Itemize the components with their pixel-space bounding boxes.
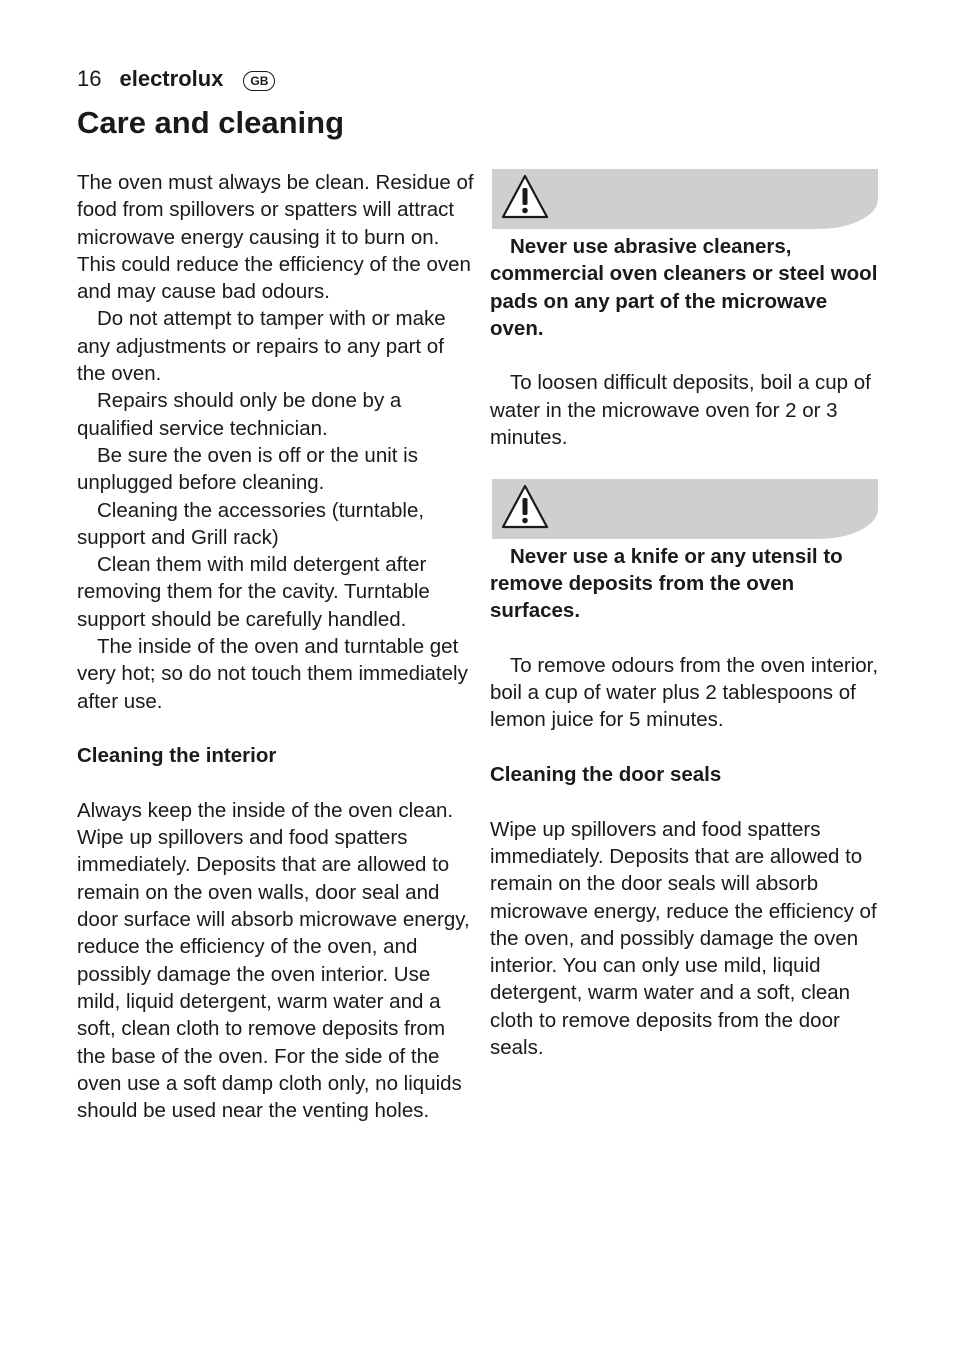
warning-text-2: Never use a knife or any utensil to remove deposits from the oven surfaces.	[490, 544, 843, 623]
paragraph-hot: The inside of the oven and turntable get very hot; so do not touch them immediately after use.	[77, 635, 468, 713]
page-header	[77, 64, 275, 94]
language-badge: GB	[243, 71, 275, 91]
page-title: Care and cleaning	[77, 105, 345, 140]
warning-banner-2	[492, 479, 878, 539]
tip-remove-odours: To remove odours from the oven interior, boil a cup of water plus 2 tablespoons of lemon juice for 5 minutes.	[490, 653, 879, 732]
left-column	[77, 169, 477, 1124]
paragraph-repairs: Repairs should only be done by a qualified service technician.	[77, 389, 402, 440]
paragraph-unplug: Be sure the oven is off or the unit is unplugged before cleaning.	[77, 443, 418, 495]
intro-paragraph: The oven must always be clean. Residue of food from spillovers or spatters will attract microwave energy causing it to burn on. This could reduce the efficiency of the oven and may cause bad odours.	[77, 171, 474, 304]
paragraph-tamper: Do not attempt to tamper with or make any adjustments or repairs to any part of the oven.	[77, 307, 446, 386]
page-number: 16	[77, 66, 102, 91]
warning-banner-1	[492, 169, 878, 229]
interior-heading: Cleaning the interior	[77, 744, 277, 768]
interior-paragraph: Always keep the inside of the oven clean. Wipe up spillovers and food spatters immediately. Deposits that are allowed to remain on the oven walls, door seal and door surface will absorb microwave energy, reduce the efficiency of the oven, and possibly damage the oven interior. Use mild, liquid detergent, warm water and a soft, clean cloth to remove deposits from the base of the oven. For the side of the oven use a soft damp cloth only, no liquids should be used near the venting holes.	[77, 798, 470, 1123]
warning-triangle-icon	[500, 483, 550, 531]
warning-text-1: Never use abrasive cleaners, commercial oven cleaners or steel wool pads on any part of the microwave oven.	[490, 235, 878, 340]
paragraph-detergent: Clean them with mild detergent after removing them for the cavity. Turntable support should be carefully handled.	[77, 553, 430, 631]
right-column	[490, 169, 880, 1061]
door-seals-heading: Cleaning the door seals	[490, 763, 722, 787]
warning-triangle-icon	[500, 173, 550, 221]
door-seals-paragraph: Wipe up spillovers and food spatters immediately. Deposits that are allowed to remain on the door seals will absorb microwave energy, reduce the efficiency of the oven, and possibly damage the oven interior. You can only use mild, liquid detergent, warm water and a soft, clean cloth to remove deposits from the door seals.	[490, 817, 877, 1060]
tip-loosen-deposits: To loosen difficult deposits, boil a cup of water in the microwave oven for 2 or 3 minutes.	[490, 371, 871, 450]
brand-logo: electrolux	[119, 66, 224, 91]
paragraph-accessories: Cleaning the accessories (turntable, support and Grill rack)	[77, 498, 425, 549]
